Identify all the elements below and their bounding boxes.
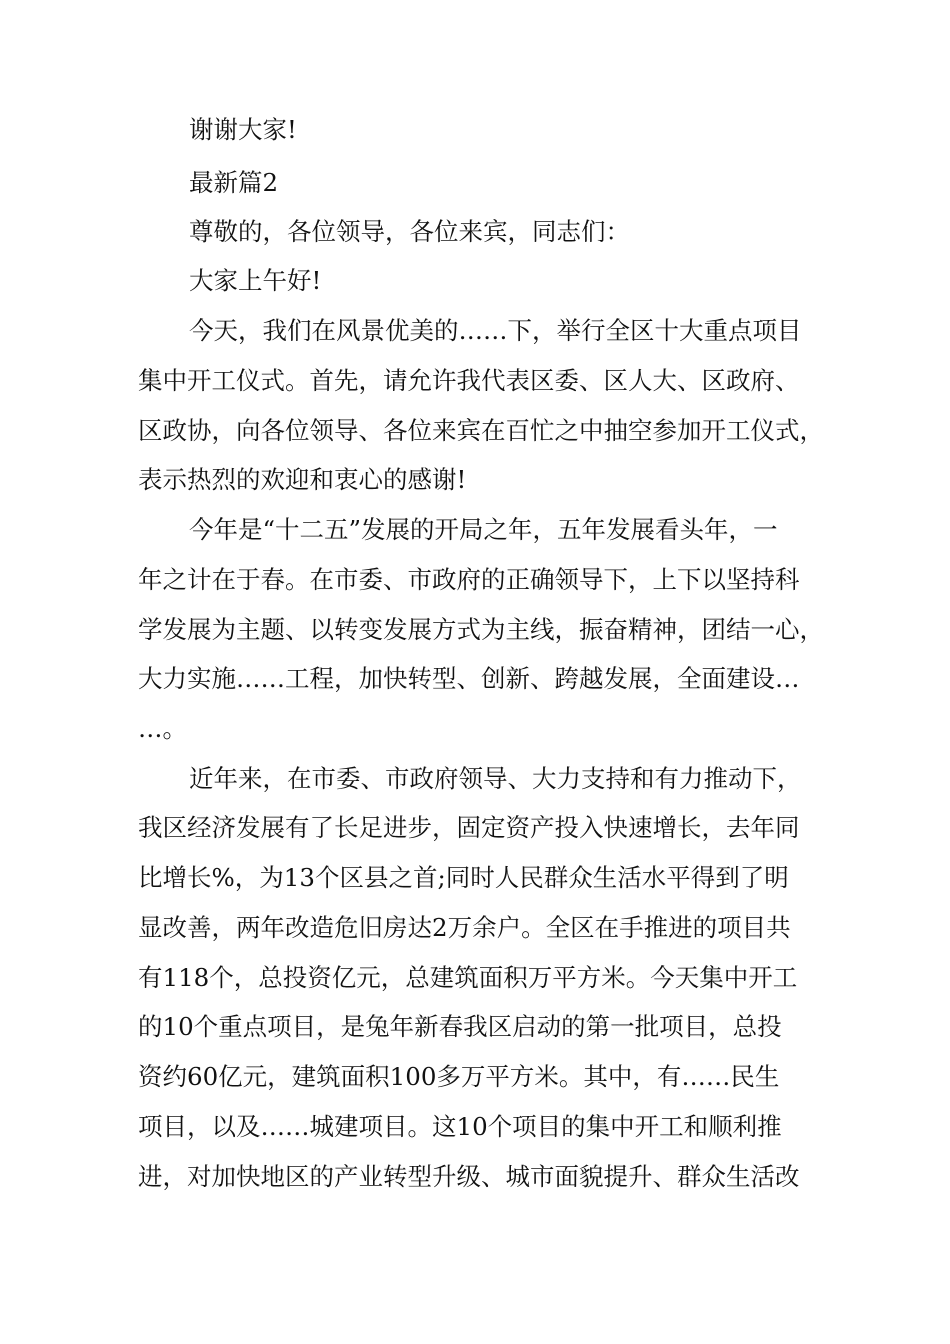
text-line: …。 — [138, 714, 187, 743]
text-line: 我区经济发展有了长足进步，固定资产投入快速增长，去年同 — [138, 813, 800, 842]
text-line: 表示热烈的欢迎和衷心的感谢! — [138, 465, 467, 494]
text-line: 区政协，向各位领导、各位来宾在百忙之中抽空参加开工仪式， — [138, 416, 824, 445]
text-line: 资约60亿元，建筑面积100多万平方米。其中，有……民生 — [138, 1062, 780, 1091]
text-line: 大力实施……工程，加快转型、创新、跨越发展，全面建设… — [138, 664, 800, 693]
text-line: 集中开工仪式。首先，请允许我代表区委、区人大、区政府、 — [138, 366, 800, 395]
text-line: 有118个，总投资亿元，总建筑面积万平方米。今天集中开工 — [138, 963, 798, 992]
text-line: 尊敬的，各位领导，各位来宾，同志们： — [189, 217, 630, 246]
text-line: 显改善，两年改造危旧房达2万余户。全区在手推进的项目共 — [138, 913, 791, 942]
text-line: 大家上午好! — [189, 266, 322, 295]
text-line: 进，对加快地区的产业转型升级、城市面貌提升、群众生活改 — [138, 1162, 800, 1191]
text-line: 学发展为主题、以转变发展方式为主线，振奋精神，团结一心， — [138, 615, 824, 644]
text-line: 项目，以及……城建项目。这10个项目的集中开工和顺利推 — [138, 1112, 782, 1141]
text-line: 年之计在于春。在市委、市政府的正确领导下，上下以坚持科 — [138, 565, 800, 594]
text-line: 比增长%，为13个区县之首;同时人民群众生活水平得到了明 — [138, 863, 789, 892]
text-line: 近年来，在市委、市政府领导、大力支持和有力推动下， — [189, 764, 802, 793]
text-line: 的10个重点项目，是兔年新春我区启动的第一批项目，总投 — [138, 1012, 782, 1041]
text-line: 谢谢大家! — [189, 115, 297, 144]
text-line: 今天，我们在风景优美的……下，举行全区十大重点项目 — [189, 316, 802, 345]
text-line: 今年是“十二五”发展的开局之年，五年发展看头年，一 — [189, 515, 778, 544]
section-heading: 最新篇2 — [189, 168, 279, 197]
